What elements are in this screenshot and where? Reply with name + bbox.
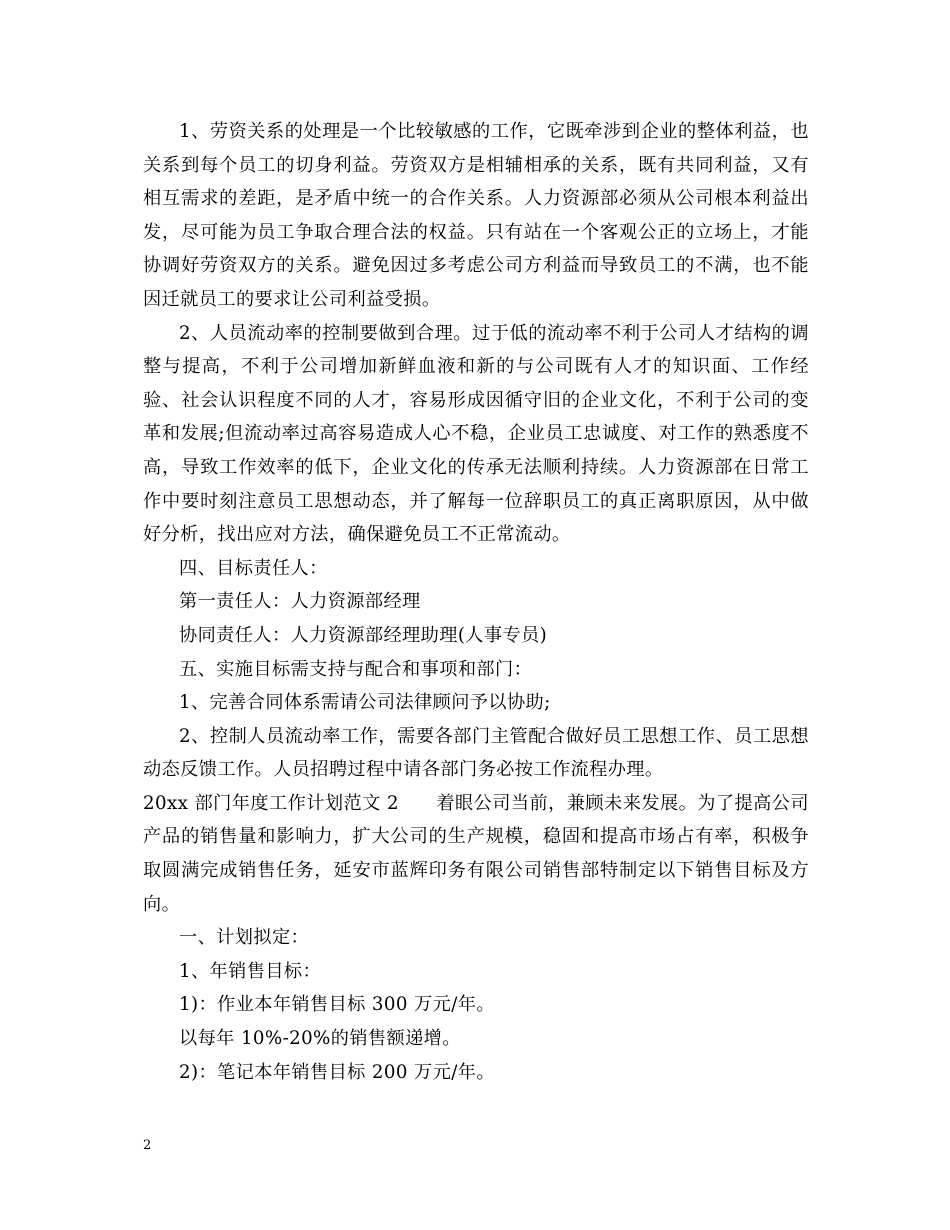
paragraph-contract-system: 1、完善合同体系需请公司法律顾问予以协助; xyxy=(179,692,551,714)
paragraph-turnover-control: 2、人员流动率的控制要做到合理。过于低的流动率不利于公司人才结构的调整与提高，不利于公司增加新鲜血液和新的与公司既有人才的知识面、工作经验、社会认识程度不同的人才，容易形成因循守旧的企业文化，不利于公司的变革和发展;但流动率过高容易造成人心不稳，企业员工忠诚度、对工作的熟悉度不高，导致工作效率的低下，企业文化的传承无法顺利持续。人力资源部在日常工作中要时刻注意员工思想动态，并了解每一位辞职员工的真正离职原因，从中做好分析，找出应对方法，确保避免员工不正常流动。 xyxy=(143,322,809,546)
page-number: 2 xyxy=(143,1138,152,1153)
paragraph-co-responsible: 协同责任人：人力资源部经理助理(人事专员) xyxy=(179,624,548,646)
paragraph-exercise-book-target: 1)：作业本年销售目标 300 万元/年。 xyxy=(179,994,495,1016)
paragraph-annual-growth: 以每年 10%-20%的销售额递增。 xyxy=(179,1028,461,1050)
paragraph-labor-relations: 1、劳资关系的处理是一个比较敏感的工作，它既牵涉到企业的整体利益，也关系到每个员工的切身利益。劳资双方是相辅相承的关系，既有共同利益，又有相互需求的差距，是矛盾中统一的合作关系。人力资源部必须从公司根本利益出发，尽可能为员工争取合理合法的权益。只有站在一个客观公正的立场上，才能协调好劳资双方的关系。避免因过多考虑公司方利益而导致员工的不满，也不能因迁就员工的要求让公司利益受损。 xyxy=(143,121,809,310)
heading-responsible-persons: 四、目标责任人： xyxy=(179,557,328,579)
heading-support-departments: 五、实施目标需支持与配合和事项和部门： xyxy=(179,658,533,680)
heading-annual-sales-target: 1、年销售目标： xyxy=(179,960,322,982)
paragraph-first-responsible: 第一责任人：人力资源部经理 xyxy=(179,591,421,613)
paragraph-plan-sample-2: 20xx 部门年度工作计划范文 2 着眼公司当前，兼顾未来发展。为了提高公司产品的销售量和影响力，扩大公司的生产规模，稳固和提高市场占有率，积极争取圆满完成销售任务，延安市蓝辉印务有限公司销售部特制定以下销售目标及方向。 xyxy=(143,792,809,915)
document-body xyxy=(143,115,809,1089)
paragraph-turnover-work: 2、控制人员流动率工作，需要各部门主管配合做好员工思想工作、员工思想动态反馈工作。人员招聘过程中请各部门务必按工作流程办理。 xyxy=(143,725,809,781)
heading-plan-draft: 一、计划拟定： xyxy=(179,927,310,949)
paragraph-notebook-target: 2)：笔记本年销售目标 200 万元/年。 xyxy=(179,1061,495,1083)
